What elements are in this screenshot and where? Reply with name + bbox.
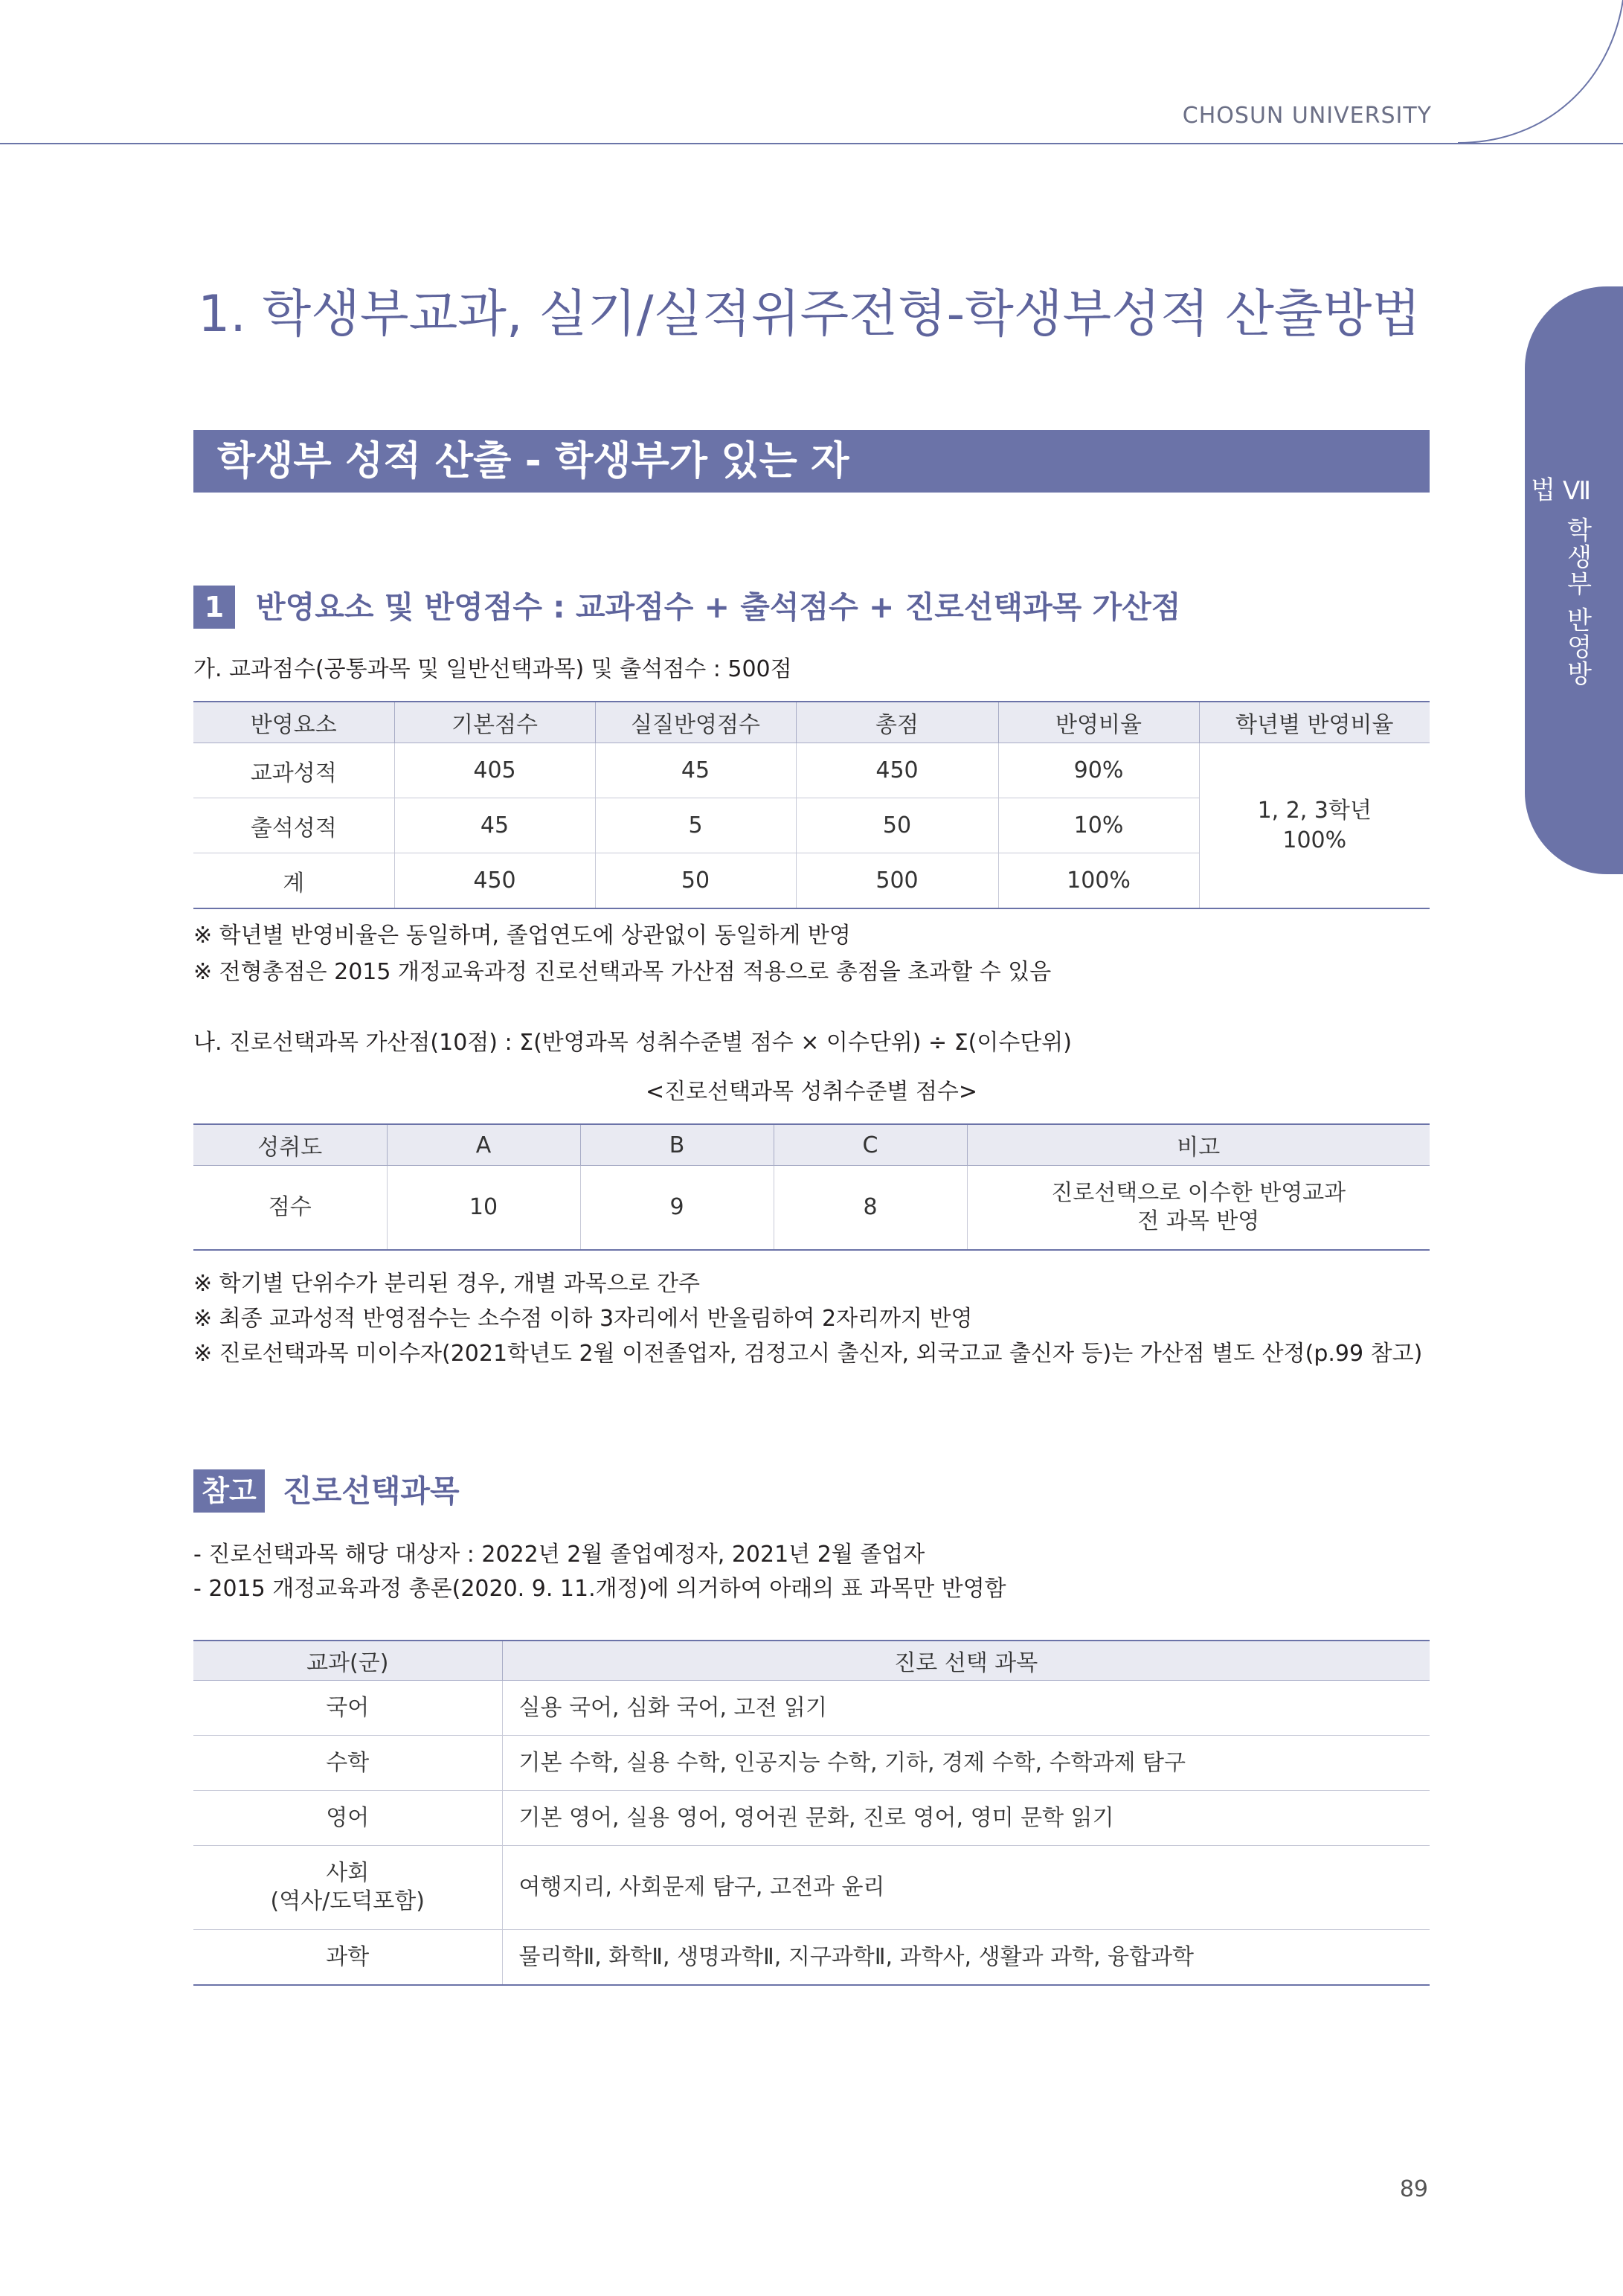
part-b-note: ※ 학기별 단위수가 분리된 경우, 개별 과목으로 간주 [193,1271,701,1297]
score-composition-table [193,701,1430,909]
table-cell: 9 [580,1166,774,1251]
table-cell: 10 [387,1166,580,1251]
achievement-table-caption: <진로선택과목 성취수준별 점수> [645,1079,978,1105]
part-b-heading: 나. 진로선택과목 가산점(10점) : Σ(반영과목 성취수준별 점수 × 이수단위) ÷ Σ(이수단위) [193,1030,1072,1056]
subjects-cell: 여행지리, 사회문제 탐구, 고전과 윤리 [502,1846,1430,1930]
subject-group-cell: 영어 [193,1791,502,1846]
grade-ratio-percent: 100% [1282,827,1347,853]
achievement-score-table [193,1123,1430,1251]
table-cell: 45 [394,798,595,853]
column-header: C [774,1124,967,1166]
table-header-row [193,702,1430,743]
table-cell: 계 [193,853,394,909]
table-row [193,1791,1430,1846]
table-cell: 450 [394,853,595,909]
table-row [193,1166,1430,1251]
table-cell: 10% [998,798,1199,853]
table-row [193,1681,1430,1736]
page-number: 89 [1399,2176,1428,2202]
remark-line: 전 과목 반영 [1137,1208,1260,1234]
part-b-note: ※ 최종 교과성적 반영점수는 소수점 이하 3자리에서 반올림하여 2자리까지 반영 [193,1306,973,1332]
table-cell: 100% [998,853,1199,909]
table-cell: 405 [394,743,595,798]
subject-group-cell [193,1846,502,1930]
part-b-note: ※ 진로선택과목 미이수자(2021학년도 2월 이전졸업자, 검정고시 출신자, 외국고교 출신자 등)는 가산점 별도 산정(p.99 참고) [193,1341,1423,1367]
column-header: 반영요소 [193,702,394,743]
column-header: 교과(군) [193,1641,502,1681]
table-cell: 500 [796,853,998,909]
page-title: 1. 학생부교과, 실기/실적위주전형-학생부성적 산출방법 [198,285,1421,344]
table-cell: 45 [595,743,796,798]
remark-line: 진로선택으로 이수한 반영교과 [1051,1180,1346,1206]
column-header: 실질반영점수 [595,702,796,743]
subsection-number-badge: 1 [193,586,235,629]
table-row [193,743,1430,798]
column-header: 총점 [796,702,998,743]
column-header: 진로 선택 과목 [502,1641,1430,1681]
grade-ratio-merged-cell [1199,743,1430,909]
subjects-cell: 물리학Ⅱ, 화학Ⅱ, 생명과학Ⅱ, 지구과학Ⅱ, 과학사, 생활과 과학, 융합과학 [502,1930,1430,1986]
reference-line: - 진로선택과목 해당 대상자 : 2022년 2월 졸업예정자, 2021년 2월 졸업자 [193,1542,925,1568]
table-cell: 점수 [193,1166,387,1251]
reference-line: - 2015 개정교육과정 총론(2020. 9. 11.개정)에 의거하여 아래의 표 과목만 반영함 [193,1576,1006,1602]
university-name: CHOSUN UNIVERSITY [1182,103,1432,129]
table-header-row [193,1641,1430,1681]
subjects-cell: 기본 영어, 실용 영어, 영어권 문화, 진로 영어, 영미 문학 읽기 [502,1791,1430,1846]
reference-badge: 참고 [193,1469,265,1513]
subject-group-cell: 과학 [193,1930,502,1986]
table-cell: 출석성적 [193,798,394,853]
header-rule [0,143,1623,144]
table-row [193,1736,1430,1791]
subjects-cell: 기본 수학, 실용 수학, 인공지능 수학, 기하, 경제 수학, 수학과제 탐구 [502,1736,1430,1791]
column-header: 반영비율 [998,702,1199,743]
table-header-row [193,1124,1430,1166]
chapter-side-tab-label: Ⅶ 학생부 반영방법 [1526,476,1592,687]
part-a-heading: 가. 교과점수(공통과목 및 일반선택과목) 및 출석점수 : 500점 [193,656,792,682]
table-cell: 50 [796,798,998,853]
table-row [193,1846,1430,1930]
subject-group-line: 사회 [326,1860,370,1886]
subsection-title: 반영요소 및 반영점수 : 교과점수 + 출석점수 + 진로선택과목 가산점 [256,589,1181,625]
column-header: 학년별 반영비율 [1199,702,1430,743]
table-cell: 90% [998,743,1199,798]
column-header: B [580,1124,774,1166]
part-a-note: ※ 전형총점은 2015 개정교육과정 진로선택과목 가산점 적용으로 총점을 초과할 수 있음 [193,959,1052,985]
subjects-cell: 실용 국어, 심화 국어, 고전 읽기 [502,1681,1430,1736]
grade-ratio-years: 1, 2, 3학년 [1257,797,1372,824]
column-header: 성취도 [193,1124,387,1166]
table-row [193,1930,1430,1986]
table-cell: 교과성적 [193,743,394,798]
table-cell: 50 [595,853,796,909]
table-cell: 5 [595,798,796,853]
column-header: 비고 [967,1124,1430,1166]
header-corner-curve [1458,0,1623,149]
subject-group-cell: 수학 [193,1736,502,1791]
table-cell: 450 [796,743,998,798]
reference-title: 진로선택과목 [283,1473,460,1509]
part-a-note: ※ 학년별 반영비율은 동일하며, 졸업연도에 상관없이 동일하게 반영 [193,923,851,949]
remark-cell [967,1166,1430,1251]
subject-group-cell: 국어 [193,1681,502,1736]
column-header: 기본점수 [394,702,595,743]
subject-group-line: (역사/도덕포함) [270,1888,425,1914]
section-banner-title: 학생부 성적 산출 - 학생부가 있는 자 [217,438,849,484]
column-header: A [387,1124,580,1166]
career-subjects-table [193,1640,1430,1986]
table-cell: 8 [774,1166,967,1251]
